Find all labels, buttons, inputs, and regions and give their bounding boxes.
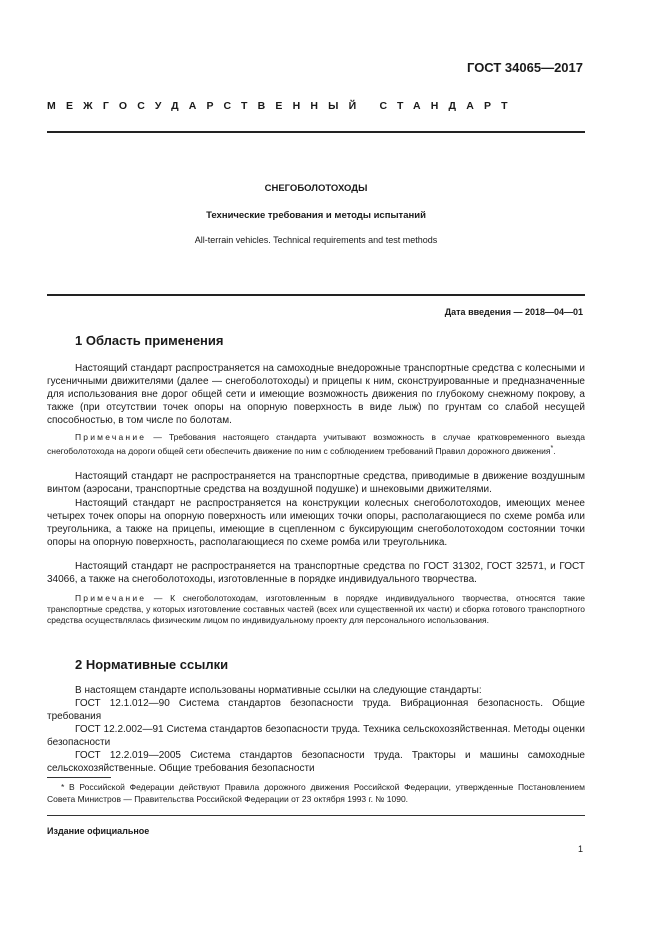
section-1-note-2: Примечание — К снегоболотоходам, изготовленным в порядке индивидуального творчества, относятся такие транспортные средства, у которых изготовление составных частей (всех или существенной их части) и сборка готового транспортного средства осуществлялась физическим лицом по индивидуальному проекту для персонального использования. [47,593,585,625]
section-1-paragraph-4: Настоящий стандарт не распространяется на транспортные средства по ГОСТ 31302, ГОСТ 32571, и ГОСТ 34066, а также на снегоболотоходы, изготовленные в порядке индивидуального творчества. [47,561,585,585]
title-divider [47,294,585,296]
section-1-paragraph-3: Настоящий стандарт не распространяется на конструкции колесных снегоболотоходов, имеющих менее четырех точек опоры на опорную поверхность или имеющих точки опоры, располагающиеся по схеме ромба или треугольника, а также на прицепы, имеющие в сцепленном с буксирующим снегоболотоходом состоянии точки опоры на опорную поверхность, располагающиеся по схеме ромба или треугольника. [47,498,585,548]
edition-label: Издание официальное [47,826,150,836]
reference-item: ГОСТ 12.1.012—90 Система стандартов безопасности труда. Вибрационная безопасность. Общие требования [47,698,585,722]
section-1-paragraph-2: Настоящий стандарт не распространяется на транспортные средства, приводимые в движение воздушным винтом (аэросани, транспортные средства на воздушной подушке) и шнековыми движителями. [47,471,585,495]
footer-divider [47,815,585,816]
section-1-note-1: Примечание — Требования настоящего стандарта учитывают возможность в случае кратковременного выезда снегоболотохода на дороги общей сети обеспечить движение по ним с соблюдением требований Правил дорожного движения*. [47,432,585,456]
page-number: 1 [577,844,583,854]
standard-number: ГОСТ 34065—2017 [467,60,583,75]
section-1-heading: 1 Область применения [75,333,224,348]
reference-item: ГОСТ 12.2.019—2005 Система стандартов безопасности труда. Тракторы и машины самоходные сельскохозяйственные. Общие требования безопасности [47,750,585,774]
section-2-intro: В настоящем стандарте использованы нормативные ссылки на следующие стандарты: [75,685,482,696]
standard-type-banner: МЕЖГОСУДАРСТВЕННЫЙ СТАНДАРТ [47,100,518,112]
document-title: СНЕГОБОЛОТОХОДЫ [264,183,368,194]
section-2-heading: 2 Нормативные ссылки [75,657,229,672]
introduction-date: Дата введения — 2018—04—01 [444,307,583,317]
footnote: * В Российской Федерации действуют Правила дорожного движения Российской Федерации, утвержденные Постановлением Совета Министров — Правительства Российской Федерации от 23 октября 1993 г. № 1090. [47,782,585,804]
english-title: All-terrain vehicles. Technical requirements and test methods [194,235,438,245]
document-subtitle: Технические требования и методы испытаний [206,210,426,221]
header-divider [47,131,585,133]
section-1-paragraph-1: Настоящий стандарт распространяется на самоходные внедорожные транспортные средства с колесными и гусеничными движителями (далее — снегоболотоходы) и прицепы к ним, сконструированные и предназначенные для использования вне дорог общей сети и имеющие возможность движения по глубокому снежному покрову, а также (при отсутствии точек опоры на опорную поверхность в виде лыж) по грунтам со слабой несущей способностью, в том числе по болотам. [47,363,585,426]
reference-item: ГОСТ 12.2.002—91 Система стандартов безопасности труда. Техника сельскохозяйственная. Методы оценки безопасности [47,724,585,748]
footnote-divider [47,777,111,778]
